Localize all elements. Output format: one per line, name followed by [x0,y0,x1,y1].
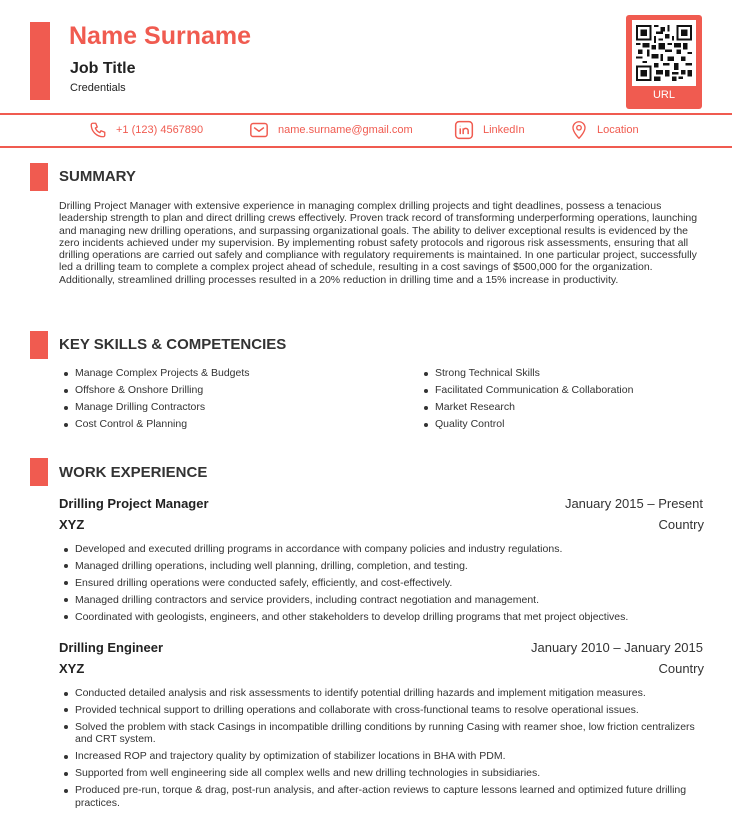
summary-text: Drilling Project Manager with extensive experience in managing complex drilling projects and tight deadlines, possess a tenacious leadership strength to plan and direct drilling crews effectively. Proven track record of transforming underperforming operations, launching and managing new drilling operations, and surpassing organizational goals. The ability to deliver exceptional results is evidenced by the zero incidents achieved under my supervision. By implementing robust safety protocols and rigorous risk assessments, ensuring that all drilling operations are carried out safely and compliance with regulatory requirements is maintained. In one particular project, successfully led a drilling team to complete a complex project ahead of schedule, resulting in a cost savings of $500,000 for the organization. Additionally, streamlined drilling processes resulted in a 20% reduction in drilling time and a 15% increase in productivity. [59,200,698,286]
skills-list-right [419,365,633,433]
skill-item: Offshore & Onshore Drilling [59,382,250,399]
job-bullet: Provided technical support to drilling operations and collaborate with cross-functional teams to resolve operational issues. [59,704,709,716]
job-bullet: Conducted detailed analysis and risk assessments to identify potential drilling hazards and implement mitigation measures. [59,687,709,699]
contact-linkedin[interactable] [454,119,525,141]
experience-heading: WORK EXPERIENCE [59,464,208,481]
summary-heading: SUMMARY [59,168,136,185]
job-company: XYZ [59,661,85,676]
contact-location[interactable] [570,119,639,141]
mail-icon [249,121,269,139]
job-bullets [59,687,709,814]
job-country: Country [658,661,704,676]
linkedin-text: LinkedIn [483,124,525,136]
contact-phone[interactable] [89,119,203,141]
job-dates: January 2015 – Present [564,496,703,511]
experience-section-marker [30,458,48,486]
job-role: Drilling Engineer [59,640,164,655]
skill-item: Manage Drilling Contractors [59,399,250,416]
skills-section-marker [30,331,48,359]
phone-icon [89,121,107,139]
job-bullet: Increased ROP and trajectory quality by optimization of stabilizer locations in BHA with PDM. [59,750,709,762]
job-role: Drilling Project Manager [59,496,209,511]
skill-item: Strong Technical Skills [419,365,633,382]
qr-url-label: URL [652,89,675,101]
skill-item: Facilitated Communication & Collaboration [419,382,633,399]
job-dates: January 2010 – January 2015 [530,640,703,655]
job-bullet: Managed drilling operations, including well planning, drilling, completion, and testing. [59,560,709,572]
job-bullet: Managed drilling contractors and service providers, including contract negotiation and management. [59,594,709,606]
skill-item: Cost Control & Planning [59,416,250,433]
job-bullet: Solved the problem with stack Casings in incompatible drilling conditions by running Casing with reamer shoe, low friction centralizers and CRT system. [59,721,709,746]
job-bullets [59,543,709,628]
location-text: Location [597,124,639,136]
job-bullet: Ensured drilling operations were conducted safely, efficiently, and cost-effectively. [59,577,709,589]
job-company: XYZ [59,517,85,532]
qr-code-card[interactable] [626,15,702,109]
header-accent-bar [30,22,50,100]
job-title: Job Title [70,60,136,77]
job-bullet: Supported from well engineering side all complex wells and new drilling technologies in subsidiaries. [59,767,709,779]
skill-item: Quality Control [419,416,633,433]
job-bullet: Coordinated with geologists, engineers, and other stakeholders to develop drilling programs that met project objectives. [59,611,709,623]
contact-email[interactable] [249,119,413,141]
summary-section-marker [30,163,48,191]
location-pin-icon [570,120,588,140]
skills-heading: KEY SKILLS & COMPETENCIES [59,336,287,353]
qr-code-icon [632,20,696,86]
job-bullet: Developed and executed drilling programs in accordance with company policies and industry regulations. [59,543,709,555]
skill-item: Market Research [419,399,633,416]
job-bullet: Produced pre-run, torque & drag, post-run analysis, and after-action reviews to capture lessons learned and optimized future drilling practices. [59,784,709,809]
email-text: name.surname@gmail.com [278,124,413,136]
contact-top-rule [0,113,732,115]
skill-item: Manage Complex Projects & Budgets [59,365,250,382]
linkedin-icon [454,120,474,140]
job-country: Country [658,517,704,532]
credentials: Credentials [70,82,126,94]
contact-bottom-rule [0,146,732,148]
skills-list-left [59,365,250,433]
phone-text: +1 (123) 4567890 [116,124,204,136]
candidate-name: Name Surname [69,22,252,50]
